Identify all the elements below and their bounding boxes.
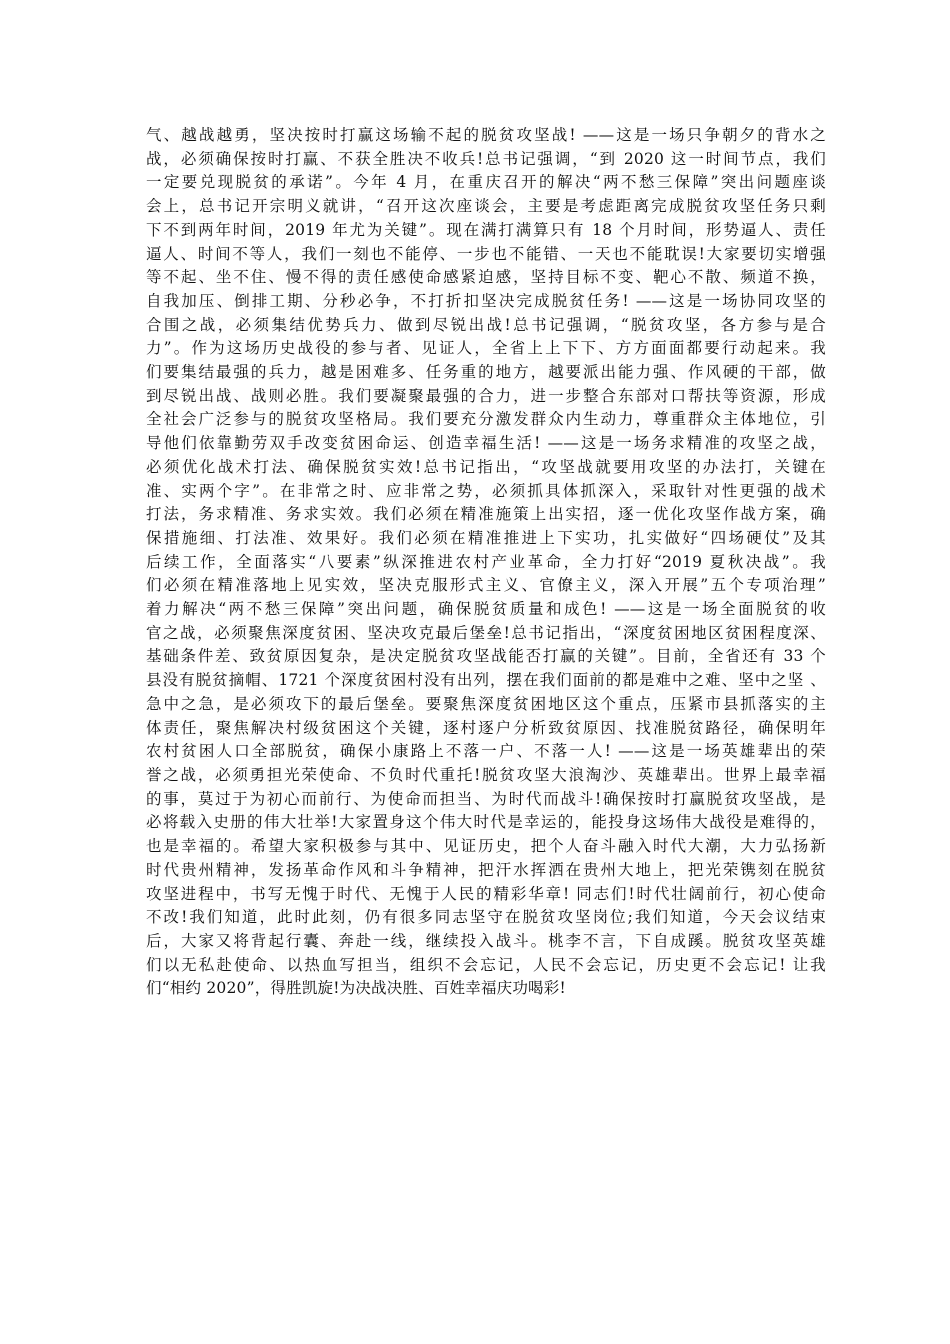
text-line: 们“相约 2020”，得胜凯旋!为决战决胜、百姓幸福庆功喝彩! — [146, 979, 566, 998]
text-line: 必将载入史册的伟大壮举!大家置身这个伟大时代是幸运的，能投身这场伟大战役是难得的， — [146, 813, 826, 832]
text-line: 必须优化战术打法、确保脱贫实效!总书记指出，“攻坚战就要用攻坚的办法打，关键在 — [146, 457, 826, 476]
text-line: 后续工作，全面落实“八要素”纵深推进农村产业革命，全力打好“2019 夏秋决战”。我 — [146, 552, 826, 571]
text-line: 体责任，聚焦解决村级贫困这个关键，逐村逐户分析致贫原因、找准脱贫路径，确保明年 — [146, 718, 826, 737]
text-line: 基础条件差、致贫原因复杂，是决定脱贫攻坚战能否打赢的关键”。目前，全省还有 33 个 — [146, 647, 826, 666]
text-line: 攻坚进程中，书写无愧于时代、无愧于人民的精彩华章! 同志们!时代壮阔前行，初心使命 — [146, 884, 826, 903]
text-line: 也是幸福的。希望大家积极参与其中、见证历史，把个人奋斗融入时代大潮，大力弘扬新 — [146, 837, 826, 856]
text-line: 自我加压、倒排工期、分秒必争，不打折扣坚决完成脱贫任务! ——这是一场协同攻坚的 — [146, 291, 826, 310]
text-line: 们必须在精准落地上见实效，坚决克服形式主义、官僚主义，深入开展”五个专项治理” — [146, 576, 826, 595]
text-line: 战，必须确保按时打赢、不获全胜决不收兵!总书记强调，“到 2020 这一时间节点，我们 — [146, 149, 826, 168]
text-line: 会上，总书记开宗明义就讲，“召开这次座谈会，主要是考虑距离完成脱贫攻坚任务只剩 — [146, 197, 826, 216]
text-line: 到尽锐出战、战则必胜。我们要凝聚最强的合力，进一步整合东部对口帮扶等资源，形成 — [146, 386, 826, 405]
text-line: 一定要兑现脱贫的承诺”。今年 4 月，在重庆召开的解决“两不愁三保障”突出问题座谈 — [146, 173, 826, 192]
text-line: 着力解决“两不愁三保障”突出问题，确保脱贫质量和成色! ——这是一场全面脱贫的收 — [146, 600, 826, 619]
text-line: 的事，莫过于为初心而前行、为使命而担当、为时代而战斗!确保按时打赢脱贫攻坚战，是 — [146, 789, 826, 808]
text-line: 打法，务求精准、务求实效。我们必须在精准施策上出实招，逐一优化攻坚作战方案，确 — [146, 505, 826, 524]
text-line: 保措施细、打法准、效果好。我们必须在精准推进上下实功，扎实做好“四场硬仗”及其 — [146, 528, 826, 547]
text-line: 全社会广泛参与的脱贫攻坚格局。我们要充分激发群众内生动力，尊重群众主体地位，引 — [146, 410, 826, 429]
text-line: 后，大家又将背起行囊、奔赴一线，继续投入战斗。桃李不言，下自成蹊。脱贫攻坚英雄 — [146, 931, 826, 950]
text-line: 逼人、时间不等人，我们一刻也不能停、一步也不能错、一天也不能耽误!大家要切实增强 — [146, 244, 826, 263]
text-line: 们要集结最强的兵力，越是困难多、任务重的地方，越要派出能力强、作风硬的干部，做 — [146, 363, 826, 382]
text-line: 不改!我们知道，此时此刻，仍有很多同志坚守在脱贫攻坚岗位;我们知道，今天会议结束 — [146, 908, 826, 927]
text-line: 们以无私赴使命、以热血写担当，组织不会忘记，人民不会忘记，历史更不会忘记! 让我 — [146, 955, 826, 974]
text-line: 导他们依靠勤劳双手改变贫困命运、创造幸福生活! ——这是一场务求精准的攻坚之战， — [146, 434, 826, 453]
text-line: 合围之战，必须集结优势兵力、做到尽锐出战!总书记强调，“脱贫攻坚，各方参与是合 — [146, 315, 826, 334]
body-text — [146, 124, 826, 1001]
text-line: 气、越战越勇，坚决按时打赢这场输不起的脱贫攻坚战! ——这是一场只争朝夕的背水之 — [146, 126, 826, 144]
text-line: 下不到两年时间，2019 年尤为关键”。现在满打满算只有 18 个月时间，形势逼人、责任 — [146, 220, 826, 239]
text-line: 县没有脱贫摘帽、1721 个深度贫困村没有出列，摆在我们面前的都是难中之难、坚中之坚 、 — [146, 671, 826, 690]
text-line: 准、实两个字”。在非常之时、应非常之势，必须抓具体抓深入，采取针对性更强的战术 — [146, 481, 826, 500]
text-line: 急中之急，是必须攻下的最后堡垒。要聚焦深度贫困地区这个重点，压紧市县抓落实的主 — [146, 694, 826, 713]
text-line: 等不起、坐不住、慢不得的责任感使命感紧迫感，坚持目标不变、靶心不散、频道不换， — [146, 268, 826, 287]
text-line: 时代贵州精神，发扬革命作风和斗争精神，把汗水挥洒在贵州大地上，把光荣镌刻在脱贫 — [146, 860, 826, 879]
text-line: 力”。作为这场历史战役的参与者、见证人，全省上上下下、方方面面都要行动起来。我 — [146, 339, 826, 358]
text-line: 农村贫困人口全部脱贫，确保小康路上不落一户、不落一人! ——这是一场英雄辈出的荣 — [146, 742, 826, 761]
text-line: 誉之战，必须勇担光荣使命、不负时代重托!脱贫攻坚大浪淘沙、英雄辈出。世界上最幸福 — [146, 765, 826, 784]
text-line: 官之战，必须聚焦深度贫困、坚决攻克最后堡垒!总书记指出，“深度贫困地区贫困程度深、 — [146, 623, 826, 642]
